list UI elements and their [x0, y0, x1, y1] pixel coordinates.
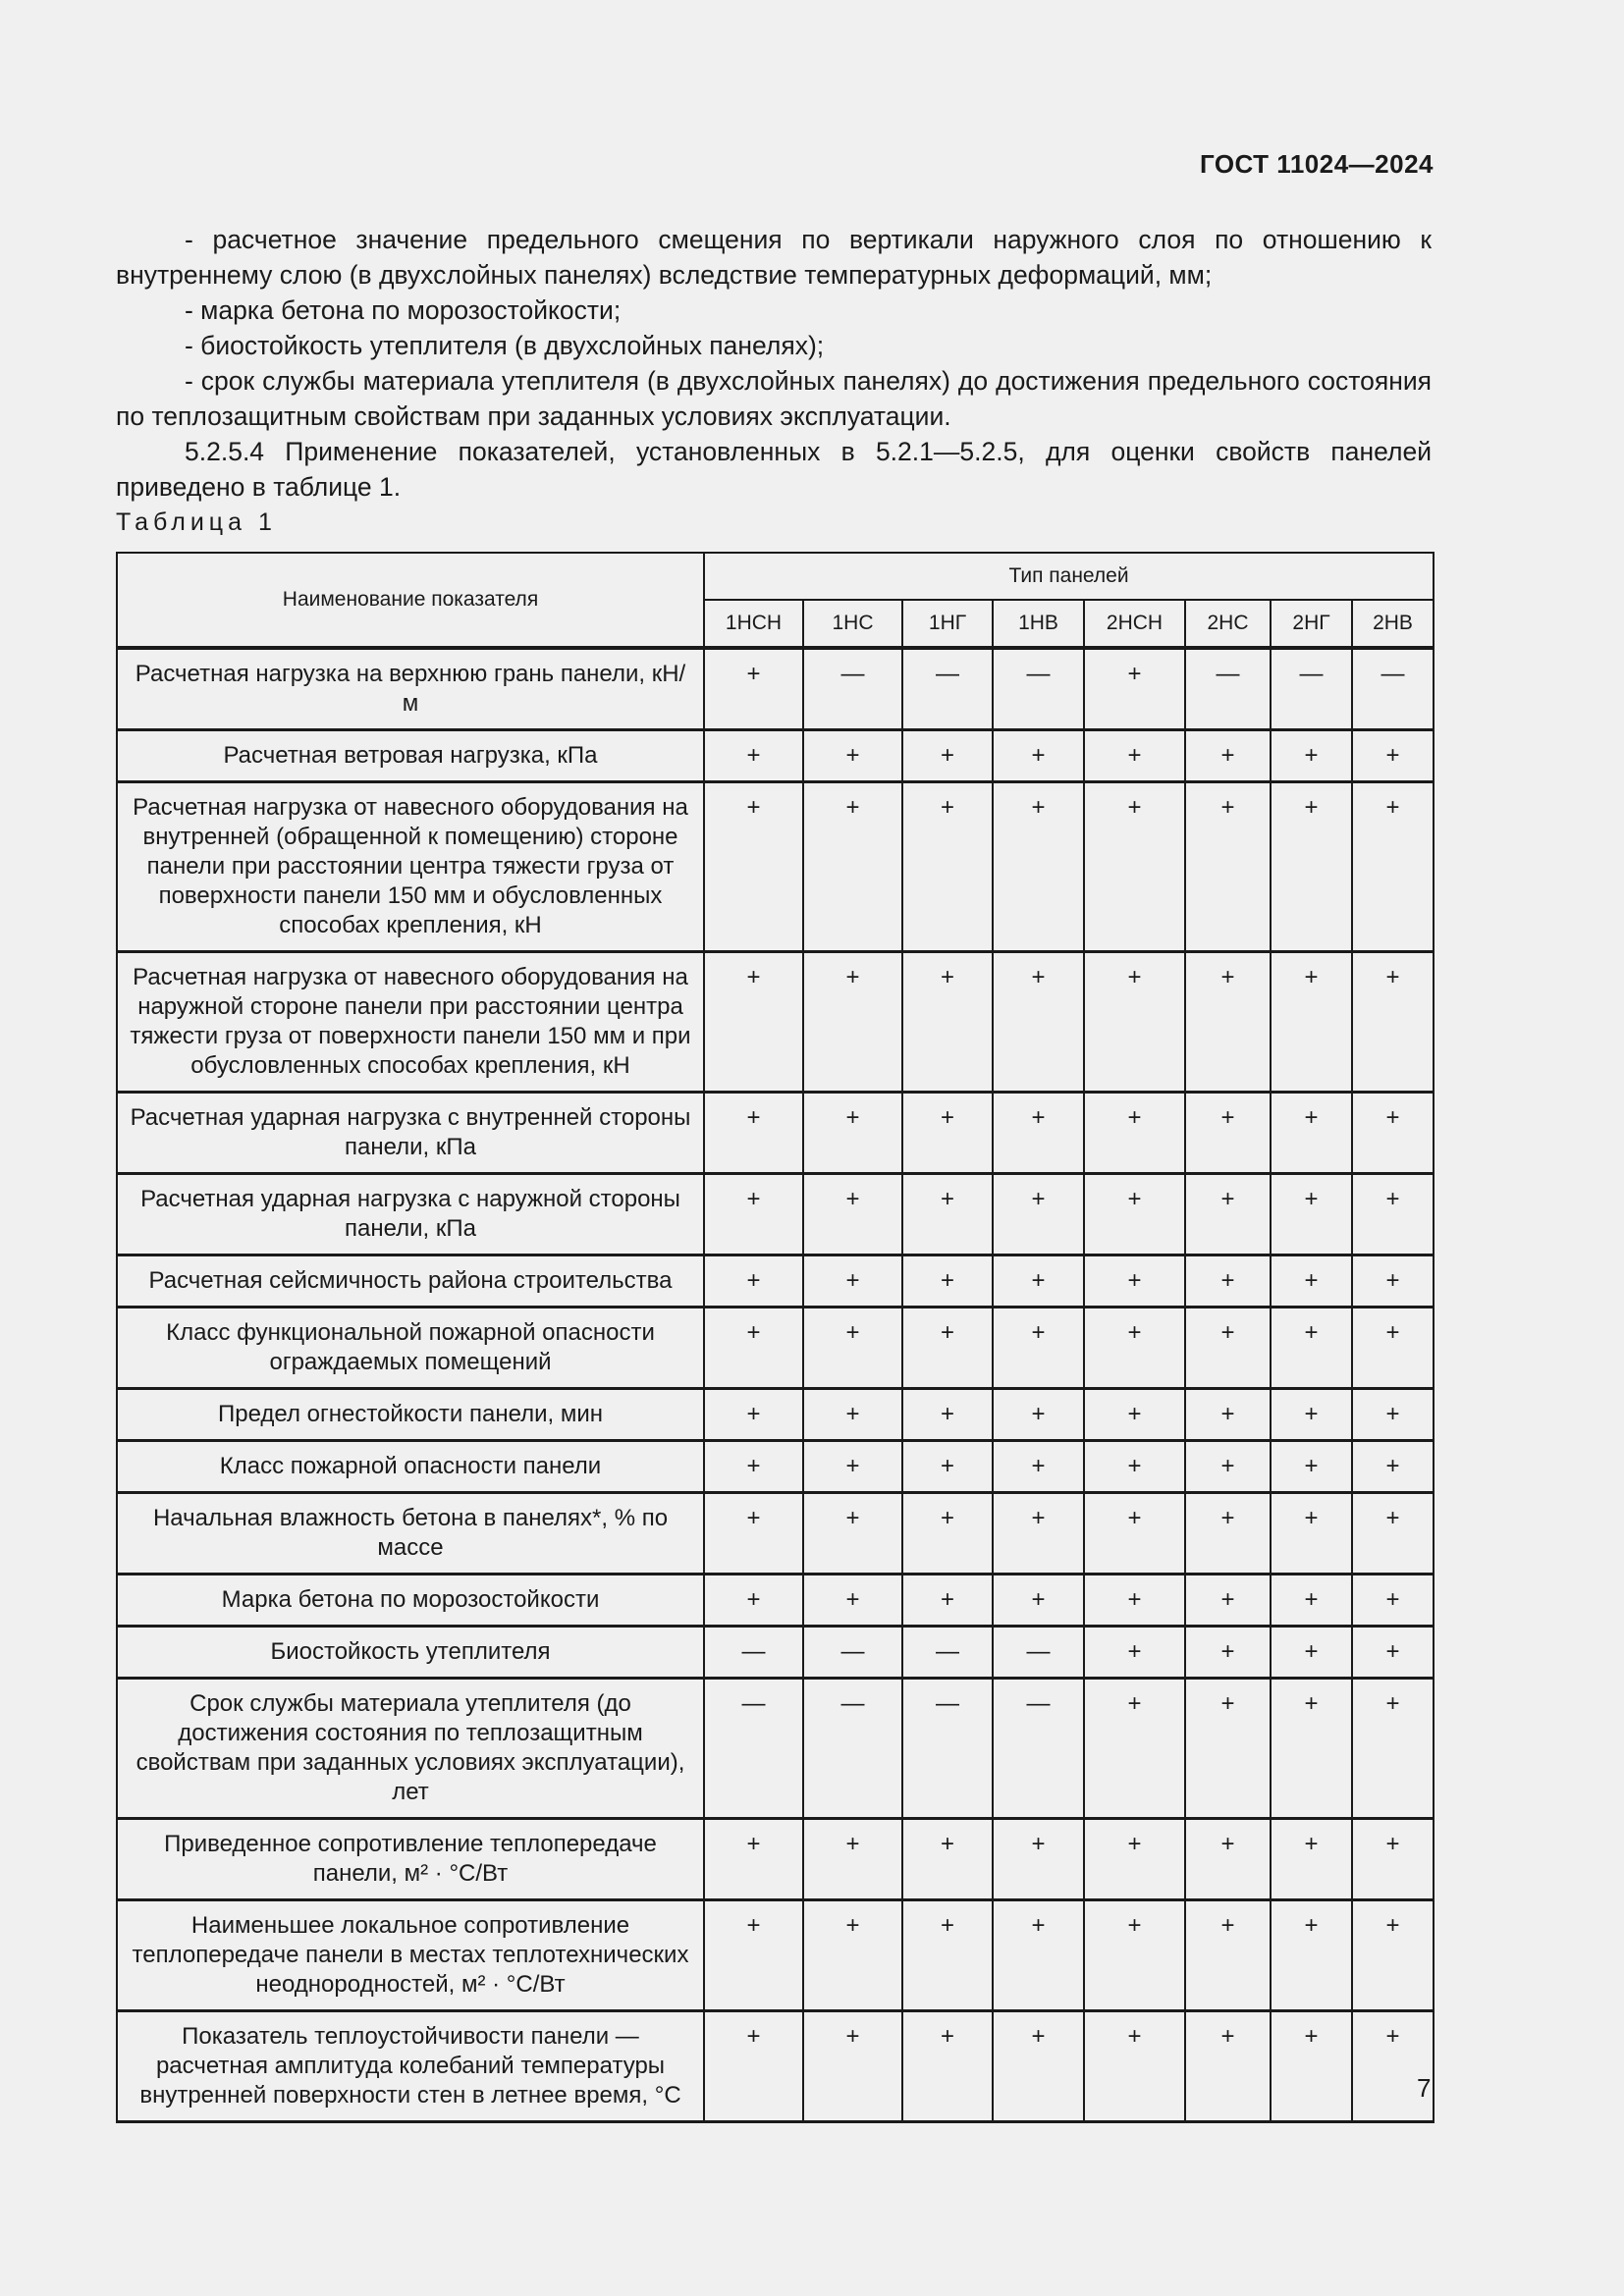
applicability-cell: + [902, 1308, 993, 1389]
applicability-cell: + [902, 1093, 993, 1174]
applicability-cell: + [1271, 1441, 1352, 1493]
applicability-cell: + [1084, 1575, 1185, 1627]
applicability-cell: + [1185, 1575, 1271, 1627]
column-header: 1НГ [902, 600, 993, 648]
applicability-cell: + [1271, 1255, 1352, 1308]
column-header: 1НВ [993, 600, 1084, 648]
applicability-cell: + [1185, 1493, 1271, 1575]
column-header: 1НСН [704, 600, 803, 648]
applicability-cell: + [1084, 730, 1185, 782]
applicability-cell: + [1352, 1679, 1434, 1819]
applicability-cell: — [803, 1627, 902, 1679]
applicability-cell: + [1271, 1575, 1352, 1627]
table-row [117, 1389, 1434, 1441]
applicability-cell: + [1271, 1819, 1352, 1900]
applicability-cell: + [902, 1575, 993, 1627]
column-header: 2НСН [1084, 600, 1185, 648]
applicability-cell: + [803, 1819, 902, 1900]
applicability-cell: — [803, 648, 902, 730]
applicability-cell: + [1185, 1308, 1271, 1389]
applicability-cell: + [1352, 1255, 1434, 1308]
indicators-table [116, 552, 1435, 2123]
table-row [117, 1575, 1434, 1627]
indicator-name: Расчетная ветровая нагрузка, кПа [117, 730, 704, 782]
table-row [117, 1493, 1434, 1575]
applicability-cell: — [993, 1627, 1084, 1679]
applicability-cell: + [902, 782, 993, 952]
applicability-cell: + [993, 2011, 1084, 2122]
page-number: 7 [1417, 2073, 1432, 2103]
applicability-cell: + [993, 1493, 1084, 1575]
applicability-cell: + [1271, 1493, 1352, 1575]
applicability-cell: — [704, 1627, 803, 1679]
applicability-cell: + [803, 952, 902, 1093]
applicability-cell: + [902, 1174, 993, 1255]
applicability-cell: + [1185, 952, 1271, 1093]
applicability-cell: + [1185, 1900, 1271, 2011]
applicability-cell: + [1084, 1255, 1185, 1308]
table-row [117, 1093, 1434, 1174]
applicability-cell: + [1185, 1255, 1271, 1308]
table-row [117, 952, 1434, 1093]
applicability-cell: + [902, 1900, 993, 2011]
applicability-cell: — [1271, 648, 1352, 730]
applicability-cell: + [1271, 1679, 1352, 1819]
applicability-cell: + [1084, 1627, 1185, 1679]
applicability-cell: + [1271, 1627, 1352, 1679]
applicability-cell: + [1352, 952, 1434, 1093]
paragraph: - расчетное значение предельного смещения по вертикали наружного слоя по отношению к внутреннему слою (в двухслойных панелях) вследствие температурных деформаций, мм; [116, 225, 1432, 290]
body-text [116, 222, 1432, 505]
indicator-name: Предел огнестойкости панели, мин [117, 1389, 704, 1441]
applicability-cell: + [704, 1255, 803, 1308]
applicability-cell: — [902, 1627, 993, 1679]
applicability-cell: + [993, 1255, 1084, 1308]
indicator-name: Расчетная нагрузка от навесного оборудования на внутренней (обращенной к помещению) стороне панели при расстоянии центра тяжести груза от поверхности панели 150 мм и обусловленных способах крепления, кН [117, 782, 704, 952]
applicability-cell: + [1084, 1819, 1185, 1900]
paragraph: - биостойкость утеплителя (в двухслойных панелях); [185, 331, 825, 360]
table-row [117, 782, 1434, 952]
applicability-cell: + [803, 2011, 902, 2122]
applicability-cell: + [1352, 1819, 1434, 1900]
applicability-cell: + [1084, 1493, 1185, 1575]
table-row [117, 648, 1434, 730]
applicability-cell: + [1185, 1389, 1271, 1441]
applicability-cell: + [993, 1389, 1084, 1441]
applicability-cell: + [1084, 648, 1185, 730]
applicability-cell: + [1084, 952, 1185, 1093]
indicator-name: Биостойкость утеплителя [117, 1627, 704, 1679]
applicability-cell: + [704, 1819, 803, 1900]
applicability-cell: — [993, 648, 1084, 730]
table-row [117, 1819, 1434, 1900]
applicability-cell: + [1185, 2011, 1271, 2122]
indicator-name: Расчетная нагрузка на верхнюю грань панели, кН/м [117, 648, 704, 730]
applicability-cell: + [1271, 2011, 1352, 2122]
applicability-cell: + [993, 952, 1084, 1093]
applicability-cell: + [993, 782, 1084, 952]
applicability-cell: + [803, 1441, 902, 1493]
applicability-cell: + [803, 782, 902, 952]
applicability-cell: + [1352, 1389, 1434, 1441]
applicability-cell: + [704, 1308, 803, 1389]
applicability-cell: + [1084, 1174, 1185, 1255]
applicability-cell: — [993, 1679, 1084, 1819]
applicability-cell: + [993, 1441, 1084, 1493]
indicator-name: Срок службы материала утеплителя (до достижения состояния по теплозащитным свойствам при заданных условиях эксплуатации), лет [117, 1679, 704, 1819]
column-header: 2НВ [1352, 600, 1434, 648]
column-header: 1НС [803, 600, 902, 648]
applicability-cell: — [1352, 648, 1434, 730]
applicability-cell: + [1185, 730, 1271, 782]
applicability-cell: + [1352, 1174, 1434, 1255]
applicability-cell: — [902, 648, 993, 730]
table-row [117, 1308, 1434, 1389]
column-header: 2НС [1185, 600, 1271, 648]
indicator-name: Класс пожарной опасности панели [117, 1441, 704, 1493]
applicability-cell: + [1084, 1389, 1185, 1441]
applicability-cell: + [902, 1255, 993, 1308]
applicability-cell: + [704, 1900, 803, 2011]
table-row [117, 1679, 1434, 1819]
applicability-cell: + [902, 1819, 993, 1900]
applicability-cell: + [1352, 1308, 1434, 1389]
applicability-cell: + [1271, 1174, 1352, 1255]
applicability-cell: + [803, 1308, 902, 1389]
applicability-cell: + [803, 1389, 902, 1441]
applicability-cell: + [902, 730, 993, 782]
paragraph: 5.2.5.4 Применение показателей, установленных в 5.2.1—5.2.5, для оценки свойств панелей приведено в таблице 1. [116, 437, 1432, 502]
table-row [117, 1255, 1434, 1308]
applicability-cell: + [1185, 1174, 1271, 1255]
applicability-cell: + [1352, 730, 1434, 782]
applicability-cell: + [803, 1255, 902, 1308]
applicability-cell: + [1084, 2011, 1185, 2122]
applicability-cell: + [1352, 782, 1434, 952]
applicability-cell: + [1271, 1900, 1352, 2011]
indicator-name: Класс функциональной пожарной опасности ограждаемых помещений [117, 1308, 704, 1389]
applicability-cell: + [993, 1819, 1084, 1900]
applicability-cell: + [1352, 1493, 1434, 1575]
applicability-cell: + [1185, 1441, 1271, 1493]
column-header-name: Наименование показателя [117, 553, 704, 648]
applicability-cell: + [1185, 1679, 1271, 1819]
table-row [117, 1627, 1434, 1679]
indicator-name: Показатель теплоустойчивости панели — расчетная амплитуда колебаний температуры внутренней поверхности стен в летнее время, °С [117, 2011, 704, 2122]
column-group-header: Тип панелей [704, 553, 1434, 600]
table-body [117, 648, 1434, 2122]
applicability-cell: + [704, 782, 803, 952]
applicability-cell: — [1185, 648, 1271, 730]
applicability-cell: + [803, 1174, 902, 1255]
applicability-cell: — [704, 1679, 803, 1819]
applicability-cell: + [1271, 730, 1352, 782]
applicability-cell: + [1271, 782, 1352, 952]
applicability-cell: + [1185, 782, 1271, 952]
applicability-cell: + [902, 1493, 993, 1575]
table-row [117, 2011, 1434, 2122]
applicability-cell: + [1084, 1900, 1185, 2011]
applicability-cell: + [993, 1575, 1084, 1627]
applicability-cell: + [1185, 1819, 1271, 1900]
applicability-cell: + [902, 1441, 993, 1493]
table-caption: Таблица 1 [116, 508, 277, 536]
applicability-cell: + [704, 648, 803, 730]
indicator-name: Расчетная ударная нагрузка с наружной стороны панели, кПа [117, 1174, 704, 1255]
applicability-cell: + [803, 730, 902, 782]
applicability-cell: + [1084, 1093, 1185, 1174]
applicability-cell: + [704, 730, 803, 782]
applicability-cell: + [1352, 1627, 1434, 1679]
applicability-cell: + [902, 2011, 993, 2122]
applicability-cell: + [704, 1493, 803, 1575]
applicability-cell: + [704, 1441, 803, 1493]
applicability-cell: + [1084, 1679, 1185, 1819]
applicability-cell: + [1271, 1308, 1352, 1389]
applicability-cell: — [902, 1679, 993, 1819]
indicator-name: Приведенное сопротивление теплопередаче панели, м² · °С/Вт [117, 1819, 704, 1900]
applicability-cell: + [1352, 1441, 1434, 1493]
paragraph: - срок службы материала утеплителя (в двухслойных панелях) до достижения предельного состояния по теплозащитным свойствам при заданных условиях эксплуатации. [116, 366, 1432, 431]
table-row [117, 1900, 1434, 2011]
indicator-name: Расчетная ударная нагрузка с внутренней стороны панели, кПа [117, 1093, 704, 1174]
applicability-cell: + [902, 952, 993, 1093]
applicability-cell: + [803, 1575, 902, 1627]
applicability-cell: + [803, 1493, 902, 1575]
applicability-cell: + [1352, 1900, 1434, 2011]
table-row [117, 1174, 1434, 1255]
applicability-cell: + [993, 730, 1084, 782]
applicability-cell: + [1352, 2011, 1434, 2122]
applicability-cell: + [704, 2011, 803, 2122]
applicability-cell: + [1271, 1389, 1352, 1441]
applicability-cell: + [704, 1174, 803, 1255]
applicability-cell: + [1084, 782, 1185, 952]
table-row [117, 1441, 1434, 1493]
applicability-cell: + [1084, 1308, 1185, 1389]
applicability-cell: + [1271, 952, 1352, 1093]
indicator-name: Расчетная нагрузка от навесного оборудования на наружной стороне панели при расстоянии центра тяжести груза от поверхности панели 150 мм и при обусловленных способах крепления, кН [117, 952, 704, 1093]
indicator-name: Марка бетона по морозостойкости [117, 1575, 704, 1627]
applicability-cell: + [803, 1900, 902, 2011]
applicability-cell: + [1352, 1093, 1434, 1174]
applicability-cell: + [993, 1174, 1084, 1255]
applicability-cell: + [902, 1389, 993, 1441]
applicability-cell: + [704, 1575, 803, 1627]
applicability-cell: + [1084, 1441, 1185, 1493]
applicability-cell: + [1185, 1627, 1271, 1679]
applicability-cell: — [803, 1679, 902, 1819]
applicability-cell: + [993, 1900, 1084, 2011]
applicability-cell: + [993, 1093, 1084, 1174]
applicability-cell: + [1185, 1093, 1271, 1174]
applicability-cell: + [1352, 1575, 1434, 1627]
indicator-name: Расчетная сейсмичность района строительства [117, 1255, 704, 1308]
applicability-cell: + [803, 1093, 902, 1174]
indicator-name: Начальная влажность бетона в панелях*, % по массе [117, 1493, 704, 1575]
column-header: 2НГ [1271, 600, 1352, 648]
applicability-cell: + [704, 1093, 803, 1174]
document-id: ГОСТ 11024—2024 [1199, 149, 1434, 179]
applicability-cell: + [993, 1308, 1084, 1389]
applicability-cell: + [1271, 1093, 1352, 1174]
applicability-cell: + [704, 952, 803, 1093]
applicability-cell: + [704, 1389, 803, 1441]
indicator-name: Наименьшее локальное сопротивление теплопередаче панели в местах теплотехнических неоднородностей, м² · °С/Вт [117, 1900, 704, 2011]
table-row [117, 730, 1434, 782]
paragraph: - марка бетона по морозостойкости; [185, 295, 622, 325]
